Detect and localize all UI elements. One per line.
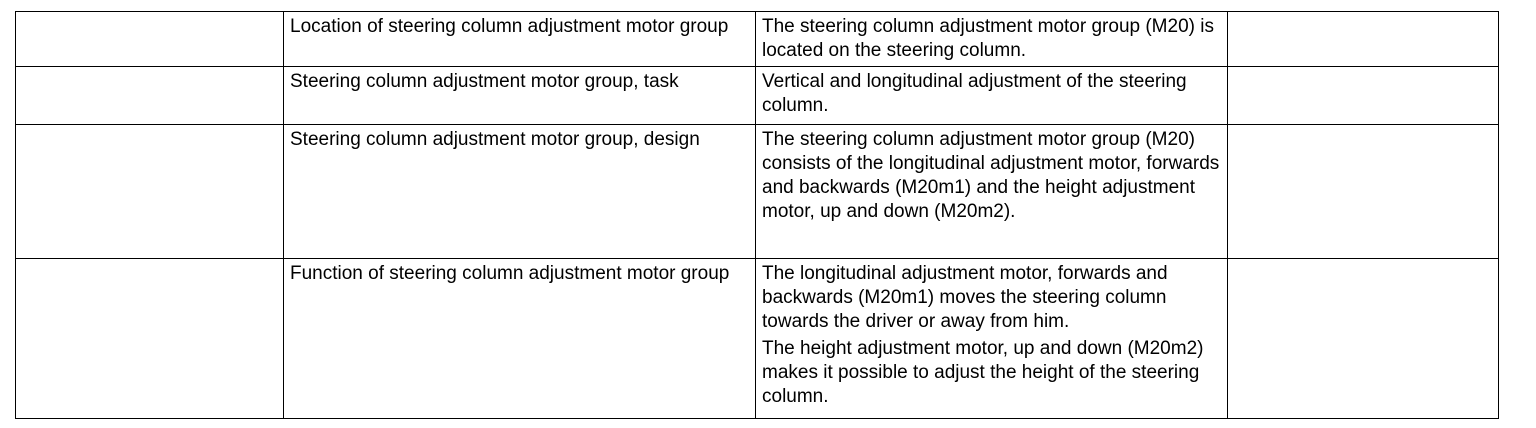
- topic-cell: Function of steering column adjustment motor group: [284, 259, 756, 419]
- description-paragraph: The steering column adjustment motor group (M20) is located on the steering column.: [762, 16, 1214, 61]
- table-row: [16, 259, 1499, 419]
- blank-cell-left: [16, 259, 284, 419]
- table-row: [16, 67, 1499, 125]
- topic-cell: Steering column adjustment motor group, task: [284, 67, 756, 125]
- blank-cell-right: [1228, 12, 1499, 67]
- blank-cell-left: [16, 67, 284, 125]
- document-table: [15, 11, 1499, 419]
- description-paragraph: The longitudinal adjustment motor, forwards and backwards (M20m1) moves the steering column towards the driver or away from him.: [762, 263, 1168, 332]
- description-paragraph: Vertical and longitudinal adjustment of the steering column.: [762, 71, 1187, 116]
- topic-cell: Location of steering column adjustment motor group: [284, 12, 756, 67]
- table-row: [16, 12, 1499, 67]
- description-cell: [756, 125, 1228, 259]
- topic-cell: Steering column adjustment motor group, design: [284, 125, 756, 259]
- description-cell: [756, 259, 1228, 419]
- description-paragraph: The height adjustment motor, up and down (M20m2) makes it possible to adjust the height of the steering column.: [762, 338, 1204, 407]
- blank-cell-left: [16, 125, 284, 259]
- blank-cell-right: [1228, 67, 1499, 125]
- blank-cell-right: [1228, 259, 1499, 419]
- blank-cell-left: [16, 12, 284, 67]
- description-cell: [756, 12, 1228, 67]
- blank-cell-right: [1228, 125, 1499, 259]
- description-paragraph: The steering column adjustment motor group (M20) consists of the longitudinal adjustment motor, forwards and backwards (M20m1) and the height adjustment motor, up and down (M20m2).: [762, 129, 1220, 222]
- table-row: [16, 125, 1499, 259]
- description-cell: [756, 67, 1228, 125]
